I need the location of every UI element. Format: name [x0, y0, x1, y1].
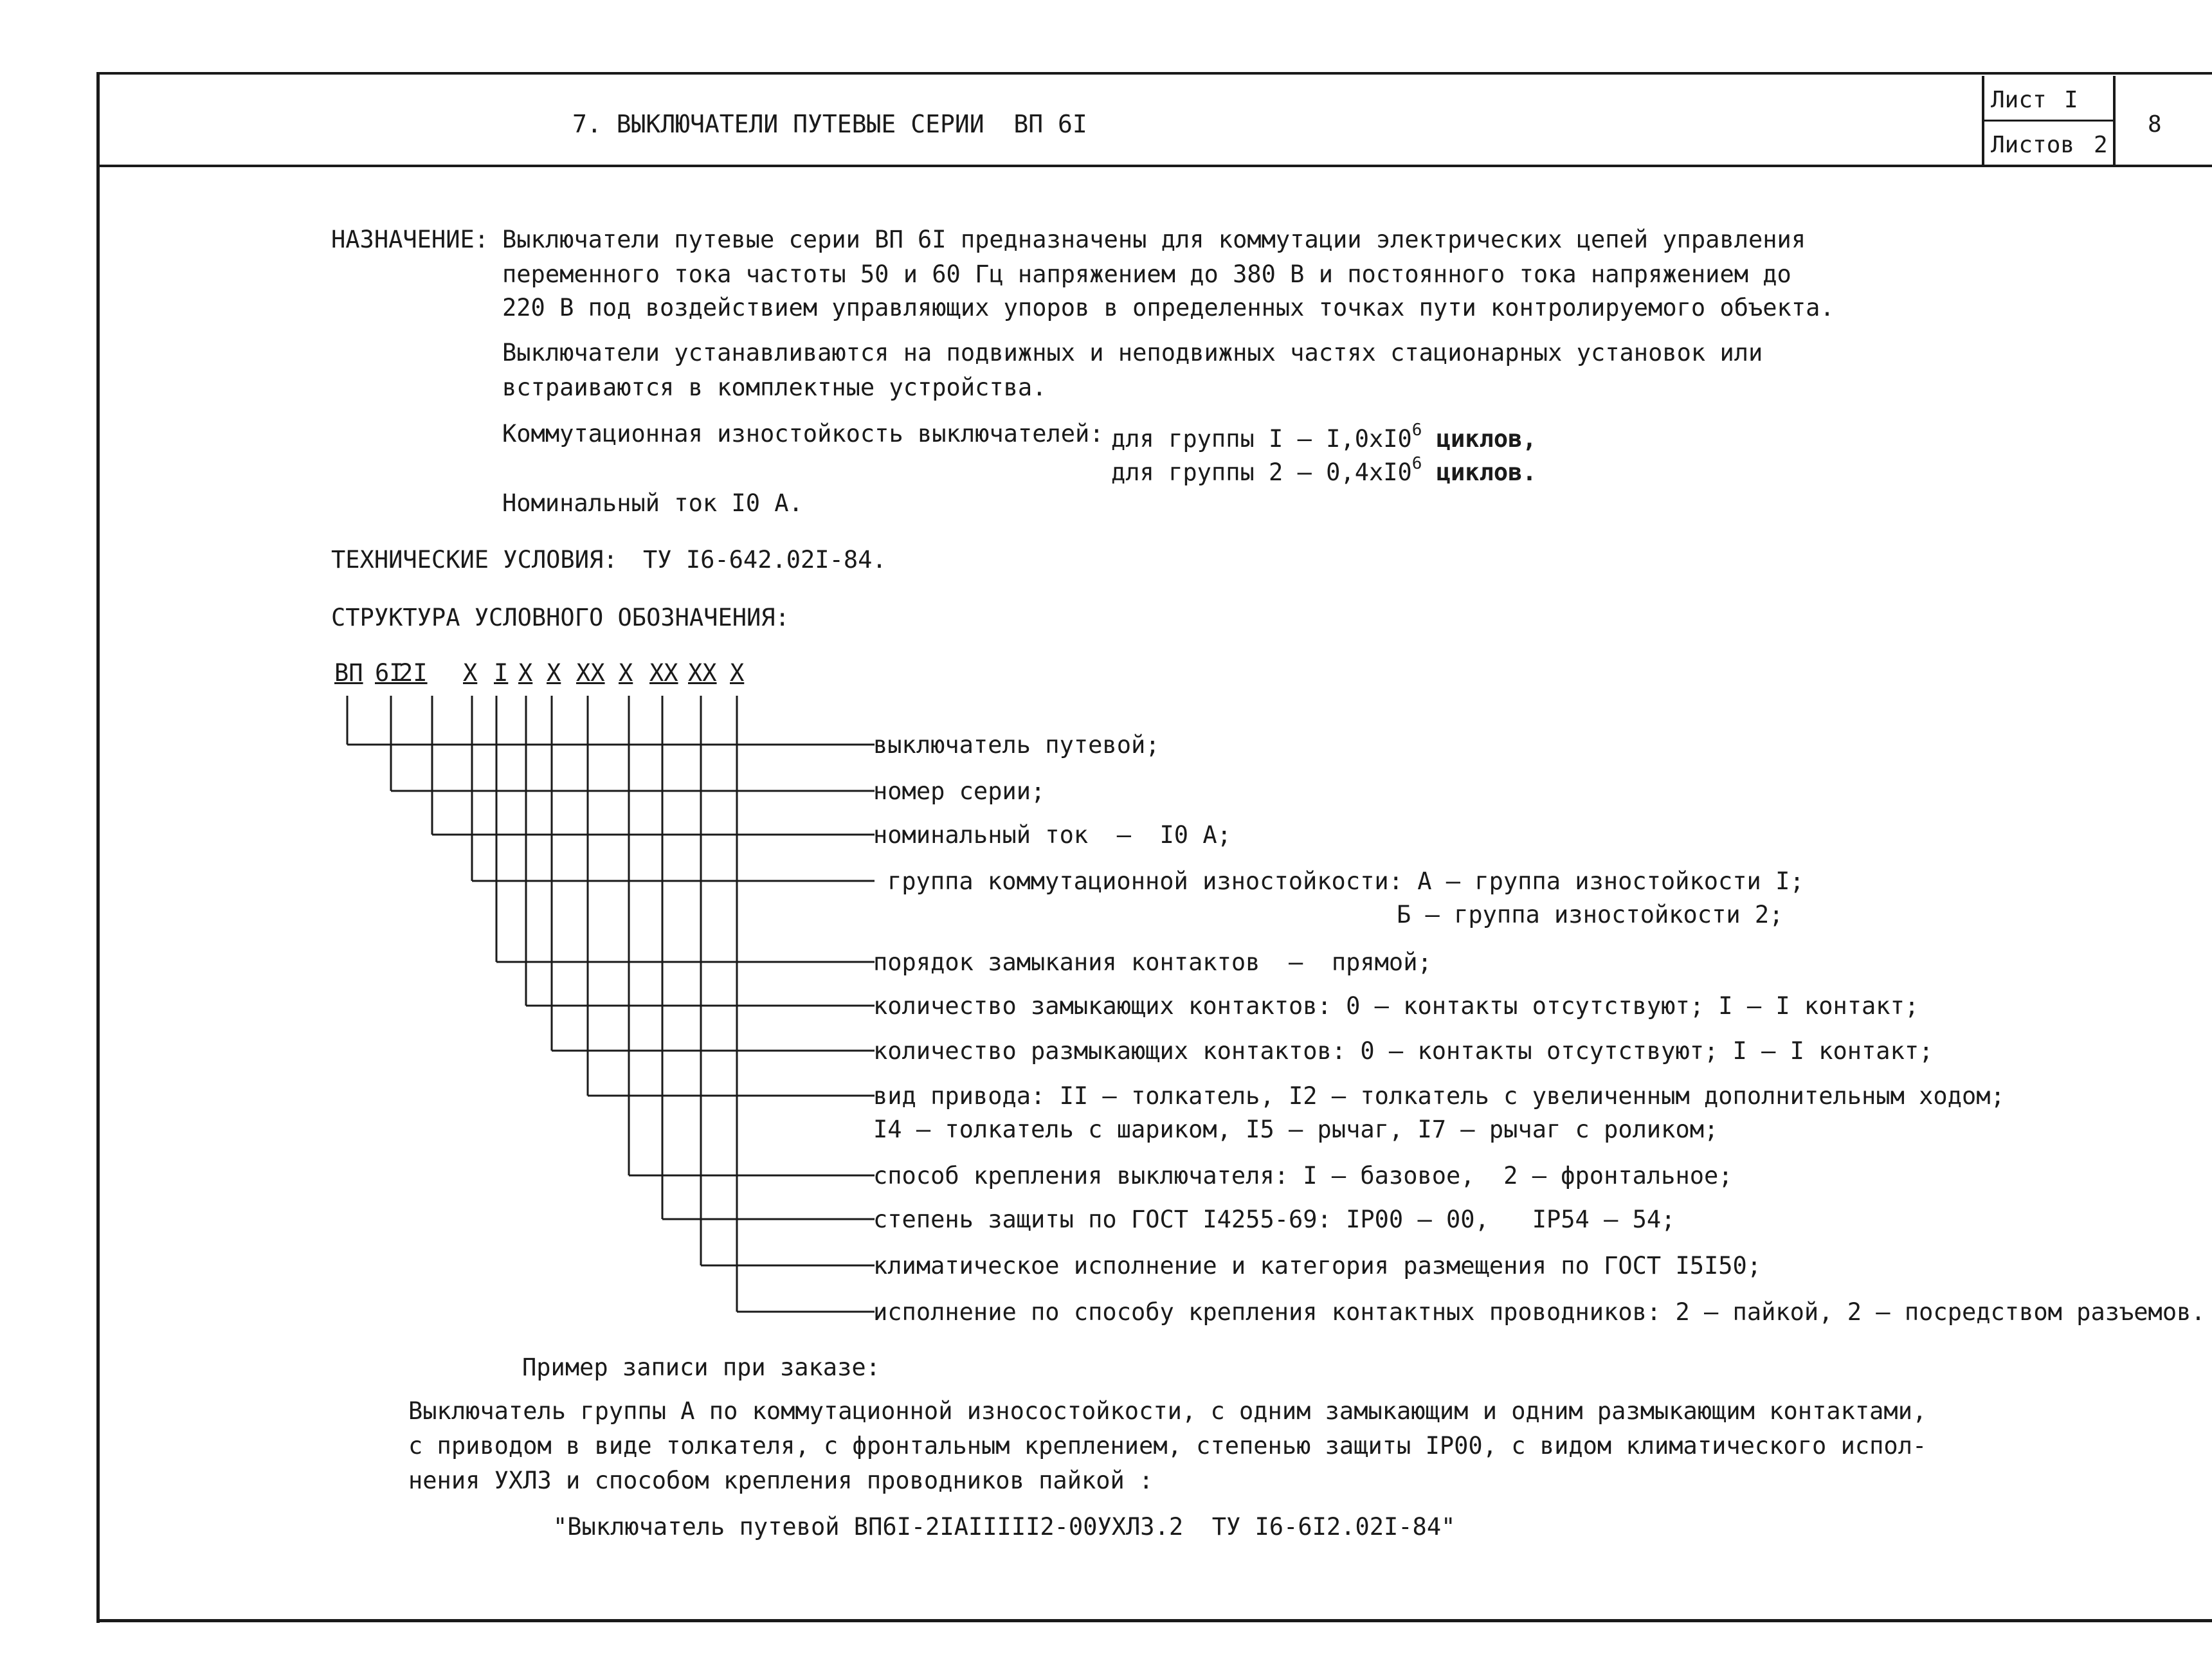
- sheet-label: Лист: [1991, 87, 2047, 113]
- purpose-line-2: переменного тока частоты 50 и 60 Гц напряжением до 380 В и постоянного тока напряжением до: [502, 260, 1791, 288]
- purpose-label: НАЗНАЧЕНИЕ:: [331, 226, 489, 253]
- tech-conditions-value: ТУ I6-642.02I-84.: [643, 546, 887, 574]
- structure-item: способ крепления выключателя: I – базовое, 2 – фронтальное;: [873, 1162, 1733, 1190]
- code-part: X: [547, 659, 561, 687]
- code-part: I: [494, 659, 509, 687]
- code-part: X: [619, 659, 633, 687]
- sheet-value: I: [2064, 87, 2078, 113]
- structure-item: количество размыкающих контактов: 0 – контакты отсутствуют; I – I контакт;: [873, 1037, 1934, 1065]
- durability-group-2: для группы $2 - 0,4xI0^6$ циклов.: [1111, 454, 1537, 486]
- purpose-line-3: 220 В под воздействием управляющих упоров в определенных точках пути контролируемого объекта.: [502, 294, 1835, 321]
- code-part: X: [518, 659, 533, 687]
- example-record: "Выключатель путевой ВП6I-2IАIIIII2-00УХЛ3.2 ТУ I6-6I2.02I-84": [553, 1513, 1456, 1541]
- code-part: XX: [649, 659, 678, 687]
- code-part: 6I: [375, 659, 404, 687]
- install-line-1: Выключатели устанавливаются на подвижных и неподвижных частях стационарных установок или: [502, 339, 1763, 367]
- structure-item: порядок замыкания контактов – прямой;: [873, 948, 1432, 976]
- structure-item: вид привода: II – толкатель, I2 – толкатель с увеличенным дополнительным ходом;: [873, 1082, 2005, 1110]
- structure-item: выключатель путевой;: [873, 731, 1160, 759]
- durability-label: Коммутационная изностойкость выключателей:: [502, 420, 1104, 448]
- sheets-label: Листов: [1991, 132, 2075, 158]
- example-line-1: Выключатель группы А по коммутационной износостойкости, с одним замыкающим и одним размыкающим контактами,: [408, 1397, 1927, 1425]
- page-number: 8: [2148, 111, 2162, 138]
- structure-item: группа коммутационной изностойкости: А – группа изностойкости I;: [887, 867, 1804, 895]
- structure-item: исполнение по способу крепления контактных проводников: 2 – пайкой, 2 – посредством разъемов.: [873, 1298, 2206, 1326]
- example-line-3: нения УХЛ3 и способом крепления проводников пайкой :: [408, 1467, 1154, 1494]
- code-part: X: [730, 659, 745, 687]
- code-part: X: [463, 659, 478, 687]
- code-part: 2I: [399, 659, 428, 687]
- purpose-line-1: Выключатели путевые серии ВП 6I предназначены для коммутации электрических цепей управления: [502, 226, 1806, 253]
- install-line-2: встраиваются в комплектные устройства.: [502, 374, 1047, 401]
- structure-item: I4 – толкатель с шариком, I5 – рычаг, I7 – рычаг с роликом;: [873, 1116, 1719, 1143]
- structure-item: номер серии;: [873, 777, 1046, 805]
- structure-label: СТРУКТУРА УСЛОВНОГО ОБОЗНАЧЕНИЯ:: [331, 604, 790, 631]
- structure-item: степень защиты по ГОСТ I4255-69: IP00 – 00, IP54 – 54;: [873, 1206, 1676, 1233]
- structure-item: климатическое исполнение и категория размещения по ГОСТ I5I50;: [873, 1252, 1762, 1280]
- structure-item: Б – группа изностойкости 2;: [1397, 901, 1784, 928]
- document-title: 7. ВЫКЛЮЧАТЕЛИ ПУТЕВЫЕ СЕРИИ ВП 6I: [572, 110, 1087, 138]
- code-part: XX: [688, 659, 717, 687]
- structure-item: номинальный ток – I0 А;: [873, 821, 1231, 849]
- tech-conditions-label: ТЕХНИЧЕСКИЕ УСЛОВИЯ:: [331, 546, 618, 574]
- example-label: Пример записи при заказе:: [522, 1354, 880, 1381]
- sheets-value: 2: [2094, 132, 2108, 158]
- durability-group-1: для группы I – $I,0xI0^6$ циклов,: [1111, 421, 1537, 453]
- rated-current: Номинальный ток I0 А.: [502, 489, 803, 517]
- code-part: ВП: [334, 659, 363, 687]
- code-part: XX: [576, 659, 605, 687]
- structure-item: количество замыкающих контактов: 0 – контакты отсутствуют; I – I контакт;: [873, 992, 1919, 1020]
- example-line-2: с приводом в виде толкателя, с фронтальным креплением, степенью защиты IP00, с видом климатического испол-: [408, 1432, 1927, 1460]
